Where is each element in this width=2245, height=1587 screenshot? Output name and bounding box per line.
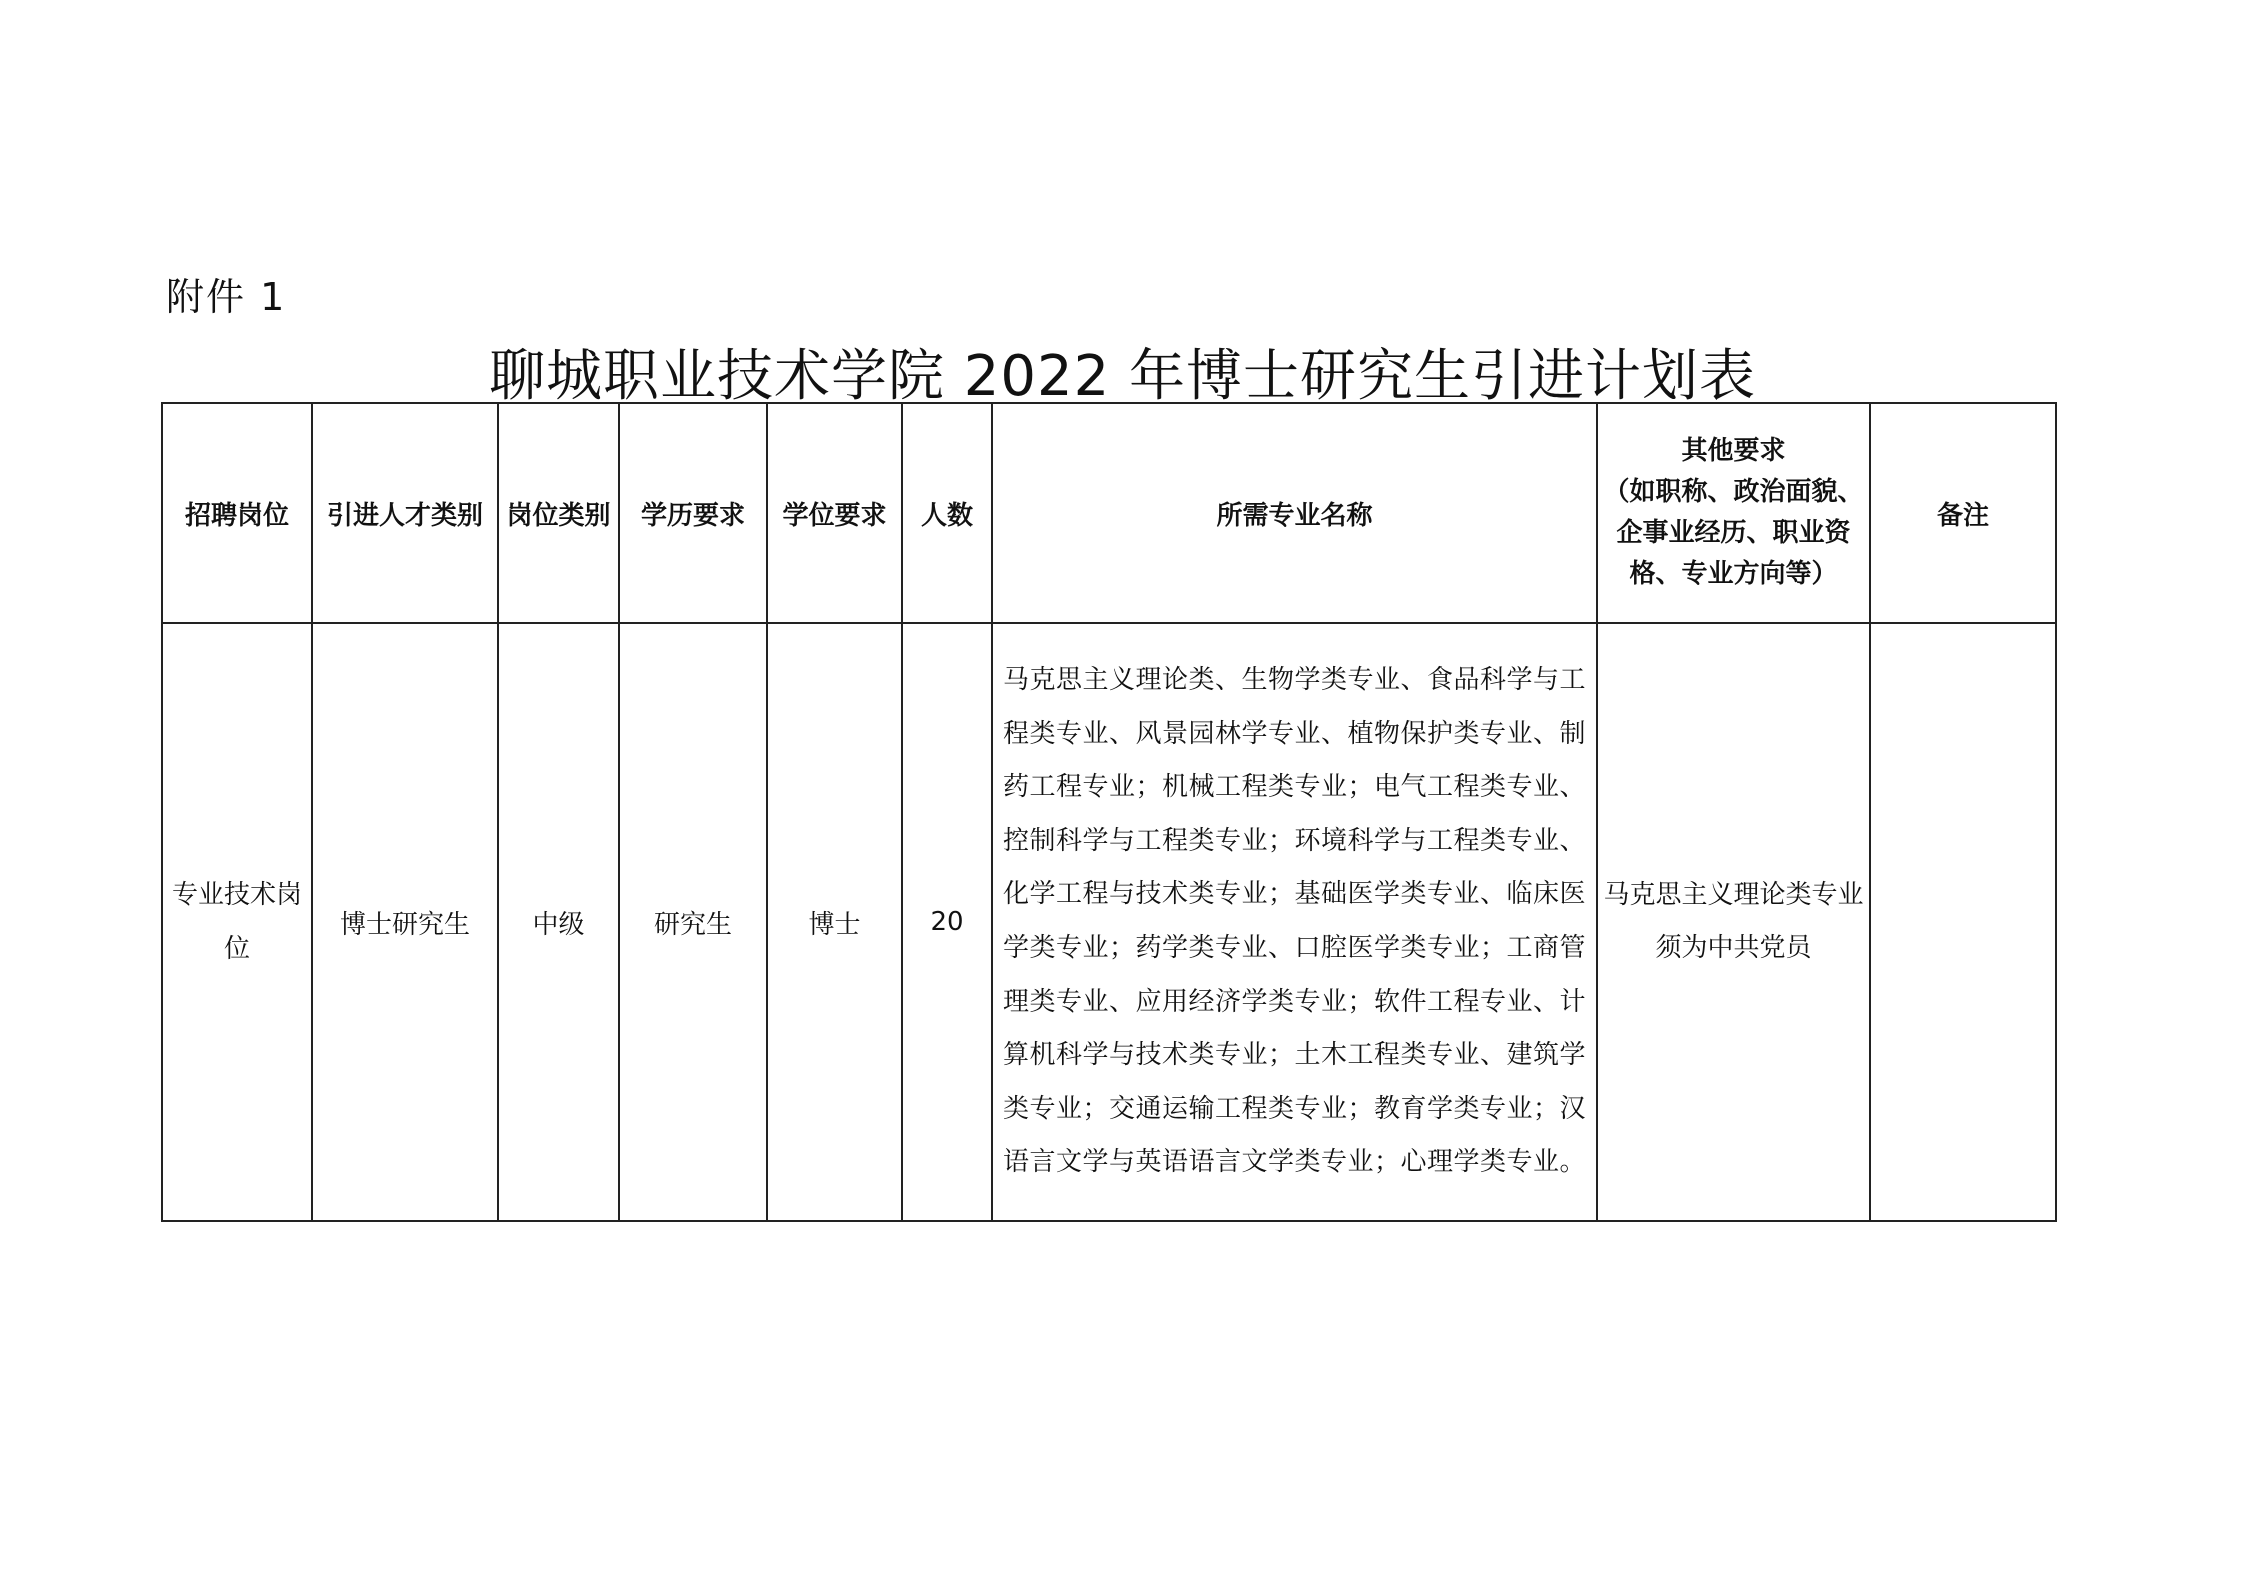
cell-education: 研究生: [619, 623, 767, 1221]
header-degree: 学位要求: [767, 403, 902, 623]
header-talent-category: 引进人才类别: [312, 403, 498, 623]
header-count: 人数: [902, 403, 992, 623]
cell-talent-category: 博士研究生: [312, 623, 498, 1221]
document-title: 聊城职业技术学院 2022 年博士研究生引进计划表: [488, 344, 1757, 409]
header-education: 学历要求: [619, 403, 767, 623]
header-other-line: 企事业经历、职业资: [1616, 518, 1851, 548]
header-other-requirements: [1597, 403, 1870, 623]
header-post-category: 岗位类别: [498, 403, 619, 623]
table-header-row: [162, 403, 2056, 623]
header-remarks: 备注: [1870, 403, 2056, 623]
recruitment-plan-table: [161, 402, 2057, 1222]
header-majors: 所需专业名称: [992, 403, 1597, 623]
cell-post-category: 中级: [498, 623, 619, 1221]
attachment-label: 附件 1: [166, 275, 287, 319]
header-position: 招聘岗位: [162, 403, 312, 623]
header-other-line: 其他要求: [1681, 436, 1786, 466]
header-other-line: 格、专业方向等）: [1629, 559, 1838, 589]
cell-count: 20: [902, 623, 992, 1221]
table-row: [162, 623, 2056, 1221]
cell-position: 专业技术岗位: [162, 623, 312, 1221]
cell-remarks: [1870, 623, 2056, 1221]
cell-other-requirements: 马克思主义理论类专业须为中共党员: [1597, 623, 1870, 1221]
cell-majors: 马克思主义理论类、生物学类专业、食品科学与工程类专业、风景园林学专业、植物保护类专业、制药工程专业；机械工程类专业；电气工程类专业、控制科学与工程类专业；环境科学与工程类专业、化学工程与技术类专业；基础医学类专业、临床医学类专业；药学类专业、口腔医学类专业；工商管理类专业、应用经济学类专业；软件工程专业、计算机科学与技术类专业；土木工程类专业、建筑学类专业；交通运输工程类专业；教育学类专业；汉语言文学与英语语言文学类专业；心理学类专业。: [992, 623, 1597, 1221]
header-other-line: （如职称、政治面貌、: [1603, 477, 1864, 507]
cell-degree: 博士: [767, 623, 902, 1221]
